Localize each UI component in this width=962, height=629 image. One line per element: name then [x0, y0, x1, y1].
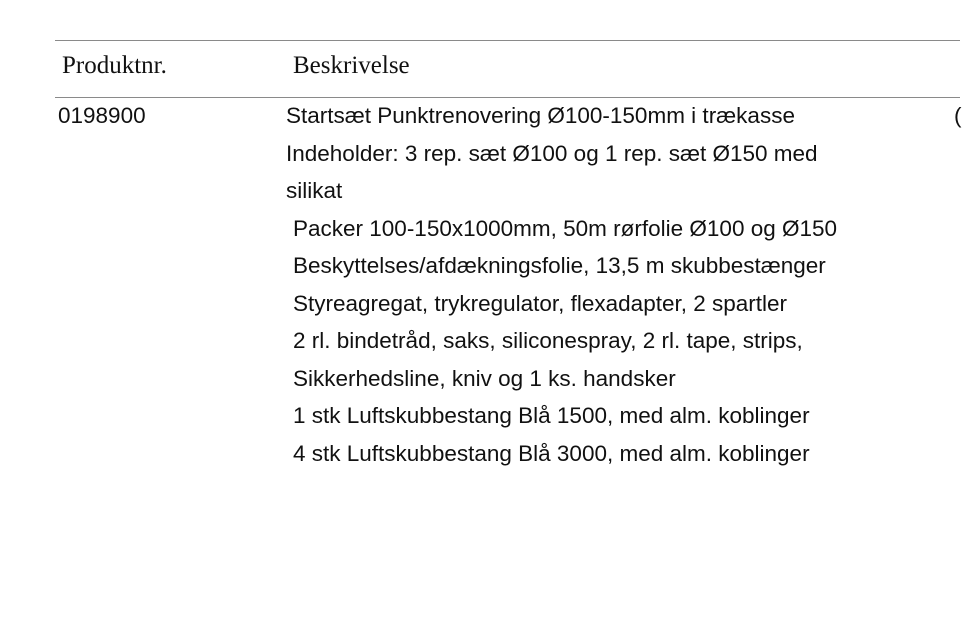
description-line: Startsæt Punktrenovering Ø100-150mm i trækasse [286, 103, 795, 128]
next-column-cell-fragment: ( [954, 103, 962, 128]
description-line: 2 rl. bindetråd, saks, siliconespray, 2 rl. tape, strips, [293, 328, 803, 353]
description-line: 4 stk Luftskubbestang Blå 3000, med alm. koblinger [293, 440, 810, 466]
product-number-cell: 0198900 [58, 103, 146, 128]
table-top-border [55, 40, 960, 41]
description-line: silikat [286, 178, 343, 203]
column-header-product-number: Produktnr. [62, 52, 167, 79]
description-line: 1 stk Luftskubbestang Blå 1500, med alm. koblinger [293, 403, 810, 428]
column-header-description: Beskrivelse [293, 52, 410, 79]
description-line: Sikkerhedsline, kniv og 1 ks. handsker [293, 365, 676, 391]
description-line: Styreagregat, trykregulator, flexadapter, 2 spartler [293, 290, 788, 316]
description-line: Beskyttelses/afdækningsfolie, 13,5 m skubbestænger [293, 253, 826, 278]
description-line: Indeholder: 3 rep. sæt Ø100 og 1 rep. sæt Ø150 med [286, 140, 818, 166]
description-line: Packer 100-150x1000mm, 50m rørfolie Ø100 og Ø150 [293, 215, 838, 241]
description-cell [286, 97, 837, 472]
